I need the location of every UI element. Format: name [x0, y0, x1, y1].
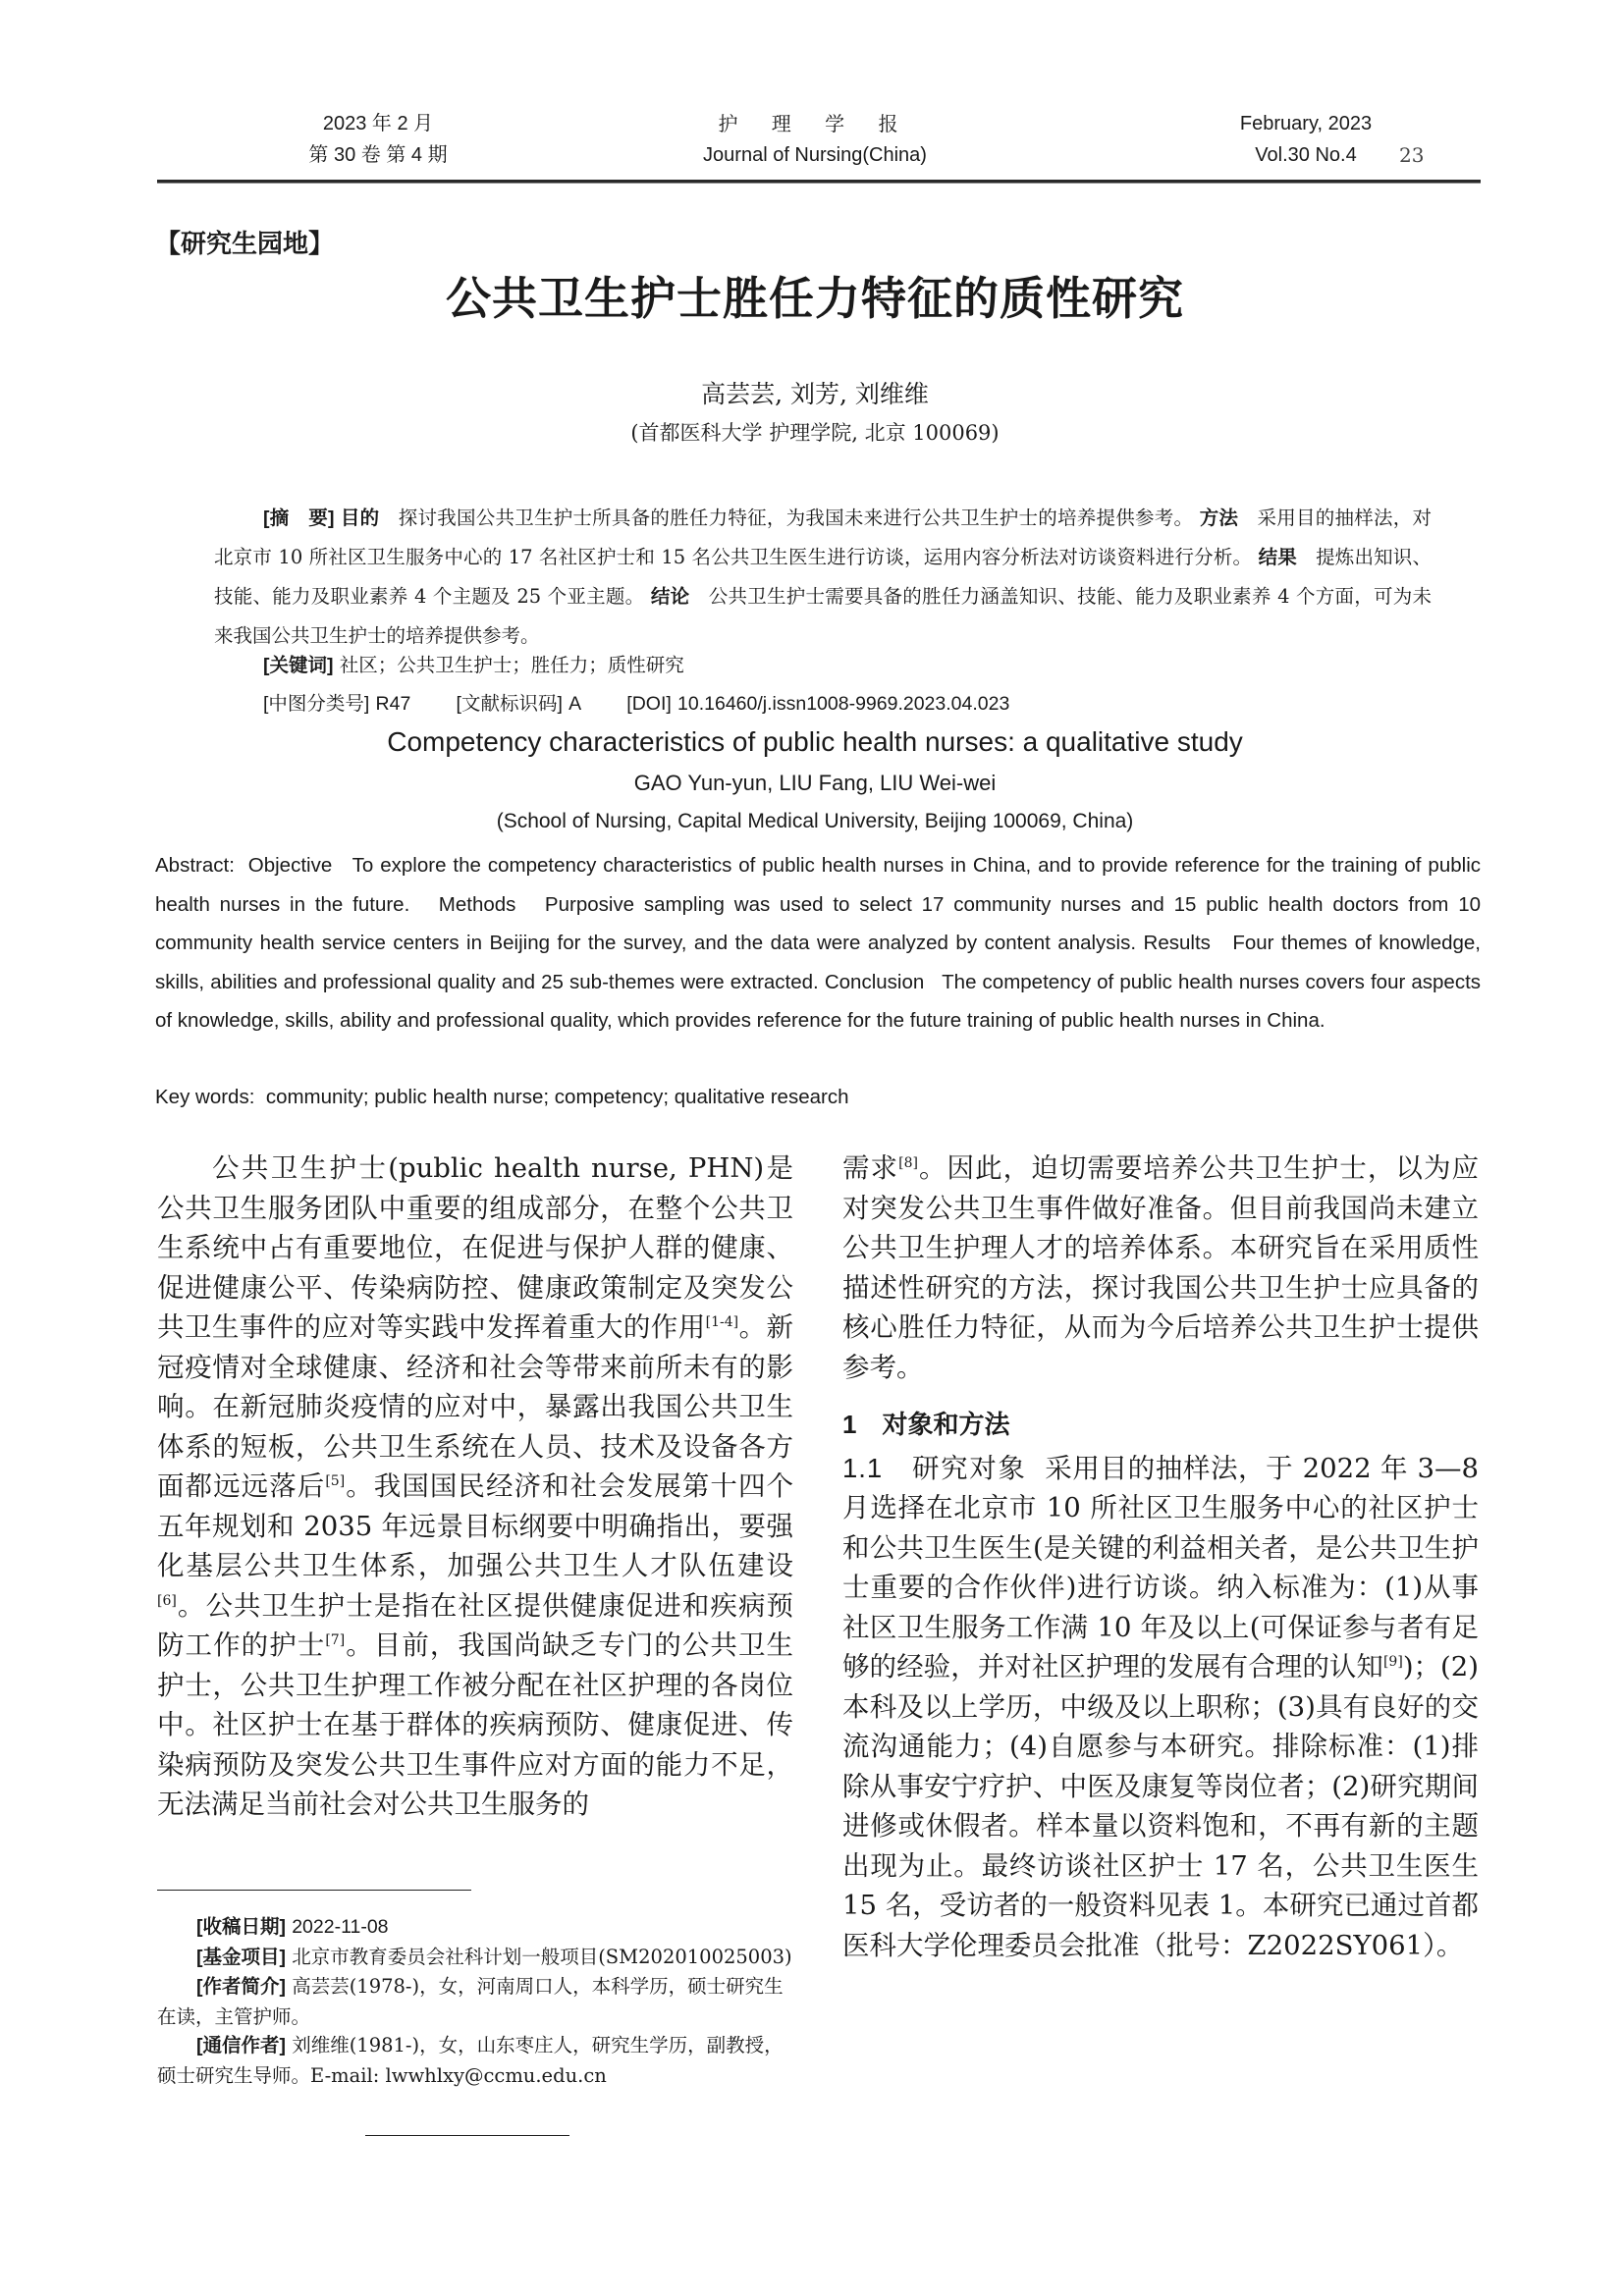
- citation: [8]: [898, 1155, 918, 1171]
- intro-text-2: 。新冠疫情对全球健康、经济和社会等带来前所未有的影响。在新冠肺炎疫情的应对中，暴露出我国公共卫生体系的短板，公共卫生系统在人员、技术及设备各方面都远远落后: [157, 1311, 794, 1502]
- intro-text-7: 。因此，迫切需要培养公共卫生护士，以为应对突发公共卫生事件做好准备。但目前我国尚未建立公共卫生护理人才的培养体系。本研究旨在采用质性描述性研究的方法，探讨我国公共卫生护士应具备的核心胜任力特征，从而为今后培养公共卫生护士提供参考。: [842, 1152, 1480, 1383]
- conclusion-text-cn: 公共卫生护士需要具备的胜任力涵盖知识、技能、能力及职业素养 4 个方面，可为未来我国公共卫生护士的培养提供参考。: [214, 585, 1432, 647]
- footnote-received: [157, 1912, 795, 1943]
- footnote-divider: [157, 1890, 471, 1891]
- corresponding-label: [通信作者]: [196, 2035, 286, 2056]
- affiliation-en: (School of Nursing, Capital Medical University, Beijing 100069, China): [496, 810, 1134, 832]
- author-value: 高芸芸(1978-)，女，河南周口人，本科学历，硕士研究生在读，主管护师。: [157, 1975, 784, 2028]
- author-label: [作者简介]: [196, 1976, 286, 1998]
- header-date-en: February, 2023: [1239, 113, 1373, 134]
- header-rule: [157, 180, 1481, 184]
- body-column-right: [842, 1148, 1479, 1965]
- conclusion-text-en: The competency of public health nurses covers four aspects of knowledge, skills, ability and professional quality, which provides reference for the future training of public health nurses in China.: [155, 970, 1482, 1032]
- objective-label-cn: 目的: [340, 507, 380, 529]
- footnote-author: [157, 1972, 795, 2031]
- conclusion-label-cn: 结论: [650, 586, 690, 608]
- clc-label: [中图分类号]: [263, 693, 370, 715]
- fund-label: [基金项目]: [196, 1946, 286, 1968]
- keywords-cn-label: [关键词]: [263, 655, 334, 676]
- fund-value: 北京市教育委员会社科计划一般项目(SM202010025003): [292, 1945, 792, 1968]
- citation: [1-4]: [705, 1314, 739, 1330]
- received-label: [收稿日期]: [196, 1916, 286, 1938]
- abstract-en-label: Abstract:: [155, 854, 235, 877]
- intro-paragraph-continued: [842, 1148, 1479, 1387]
- conclusion-label-en: Conclusion: [824, 970, 925, 993]
- page-number: 23: [1399, 143, 1425, 167]
- body-column-left: [157, 1148, 793, 1825]
- column-tag: 【研究生园地】: [155, 229, 335, 258]
- journal-name-en: Journal of Nursing(China): [703, 144, 927, 166]
- corresponding-value: 刘维维(1981-)，女，山东枣庄人，研究生学历，副教授，硕士研究生导师。E-mail: lwwhlxy@ccmu.edu.cn: [157, 2034, 784, 2087]
- subjects-text-1: 采用目的抽样法，于 2022 年 3—8 月选择在北京市 10 所社区卫生服务中心的社区护士和公共卫生医生(是关键的利益相关者，是公共卫生护士重要的合作伙伴)进行访谈。纳入标准为：(1)从事社区卫生服务工作满 10 年及以上(可保证参与者有足够的经验，并对社区护理的发展有合理的认知: [842, 1452, 1480, 1682]
- keywords-en: [155, 1078, 848, 1117]
- header-journal: [638, 108, 992, 171]
- results-label-cn: 结果: [1258, 547, 1297, 568]
- subjects-text-2: )；(2)本科及以上学历，中级及以上职称；(3)具有良好的交流沟通能力；(4)自愿参与本研究。排除标准：(1)排除从事安宁疗护、中医及康复等岗位者；(2)研究期间进修或休假者。样本量以资料饱和，不再有新的主题出现为止。最终访谈社区护士 17 名，公共卫生医生 15 名，受访者的一般资料见表 1。本研究已通过首都医科大学伦理委员会批准（批号：Z2022SY061）。: [842, 1651, 1479, 1961]
- subjects-paragraph: [842, 1449, 1479, 1966]
- citation: [9]: [1382, 1654, 1403, 1670]
- intro-paragraph: [157, 1148, 793, 1825]
- header-date-cn: 2023 年 2 月: [322, 113, 434, 134]
- methods-text-en: Purposive sampling was used to select 17 community nurses and 15 public health doctors from 10 community health service centers in Beijing for the survey, and the data were analyzed by content analysis.: [155, 892, 1481, 954]
- clc-value: R47: [375, 693, 411, 715]
- objective-text-cn: 探讨我国公共卫生护士所具备的胜任力特征，为我国未来进行公共卫生护士的培养提供参考。: [398, 507, 1194, 529]
- citation: [7]: [325, 1632, 346, 1648]
- results-text-cn: 提炼出知识、技能、能力及职业素养 4 个主题及 25 个亚主题。: [214, 546, 1432, 608]
- header-volume-cn: 第 30 卷 第 4 期: [308, 144, 448, 166]
- intro-text-5: 。目前，我国尚缺乏专门的公共卫生护士，公共卫生护理工作被分配在社区护理的各岗位中。社区护士在基于群体的疾病预防、健康促进、传染病预防及突发公共卫生事件应对方面的能力不足，无法满足当前社会对公共卫生服务的: [157, 1629, 794, 1820]
- header-volume-en: Vol.30 No.4: [1255, 144, 1357, 166]
- classification-line: [263, 684, 1009, 723]
- methods-text-cn: 采用目的抽样法，对北京市 10 所社区卫生服务中心的 17 名社区护士和 15 名公共卫生医生进行访谈，运用内容分析法对访谈资料进行分析。: [214, 507, 1432, 568]
- doc-code-label: [文献标识码]: [456, 693, 563, 715]
- page-title-en: Competency characteristics of public health nurses: a qualitative study: [387, 726, 1243, 757]
- methods-label-en: Methods: [438, 892, 516, 916]
- footnote-corresponding: [157, 2031, 795, 2090]
- intro-text-6: 需求: [842, 1152, 899, 1184]
- header-issue-date-cn: [295, 108, 461, 171]
- footnote-fund: [157, 1943, 795, 1973]
- authors-en: GAO Yun-yun, LIU Fang, LIU Wei-wei: [633, 771, 997, 795]
- footnotes: [157, 1912, 795, 2090]
- journal-name-cn: 护 理 学 报: [718, 112, 912, 135]
- intro-text-4: 。公共卫生护士是指在社区提供健康促进和疾病预防工作的护士: [157, 1589, 793, 1661]
- objective-label-en: Objective: [247, 854, 333, 877]
- affiliation-cn: (首都医科大学 护理学院, 北京 100069): [630, 421, 1000, 445]
- results-text-en: Four themes of knowledge, skills, abilities and professional quality and 25 sub-themes were extracted.: [155, 932, 1481, 993]
- intro-text-3: 。我国国民经济和社会发展第十四个五年规划和 2035 年远景目标纲要中明确指出，要强化基层公共卫生体系，加强公共卫生人才队伍建设: [157, 1470, 794, 1581]
- abstract-cn: [214, 499, 1432, 655]
- objective-text-en: To explore the competency characteristics of public health nurses in China, and to provide reference for the training of public health nurses in the future.: [155, 854, 1481, 916]
- keywords-en-label: Key words:: [155, 1086, 255, 1108]
- keywords-en-value: community; public health nurse; competency; qualitative research: [265, 1086, 849, 1108]
- doc-code-value: A: [568, 693, 582, 715]
- methods-label-cn: 方法: [1199, 507, 1239, 529]
- citation: [6]: [157, 1592, 177, 1609]
- abstract-en: [155, 846, 1481, 1041]
- section-heading: 1 对象和方法: [842, 1410, 1010, 1439]
- received-value: 2022-11-08: [292, 1916, 389, 1938]
- header-issue-date-en: [1217, 108, 1394, 171]
- page-title-cn: 公共卫生护士胜任力特征的质性研究: [446, 272, 1184, 325]
- doi-label: [DOI]: [626, 693, 672, 715]
- abstract-cn-label: [摘 要]: [263, 507, 335, 529]
- results-label-en: Results: [1143, 932, 1211, 954]
- authors-cn: 高芸芸, 刘芳, 刘维维: [701, 380, 929, 408]
- subsection-heading: 1.1 研究对象: [842, 1452, 1027, 1483]
- citation: [5]: [325, 1473, 346, 1489]
- keywords-cn: [263, 646, 684, 685]
- footnote-end-divider: [365, 2135, 569, 2136]
- keywords-cn-value: 社区；公共卫生护士；胜任力；质性研究: [339, 654, 684, 676]
- doi-value: 10.16460/j.issn1008-9969.2023.04.023: [677, 693, 1010, 715]
- intro-text-1: 公共卫生护士(public health nurse, PHN)是公共卫生服务团队中重要的组成部分，在整个公共卫生系统中占有重要地位，在促进与保护人群的健康、促进健康公平、传染病防控、健康政策制定及突发公共卫生事件的应对等实践中发挥着重大的作用: [157, 1152, 793, 1343]
